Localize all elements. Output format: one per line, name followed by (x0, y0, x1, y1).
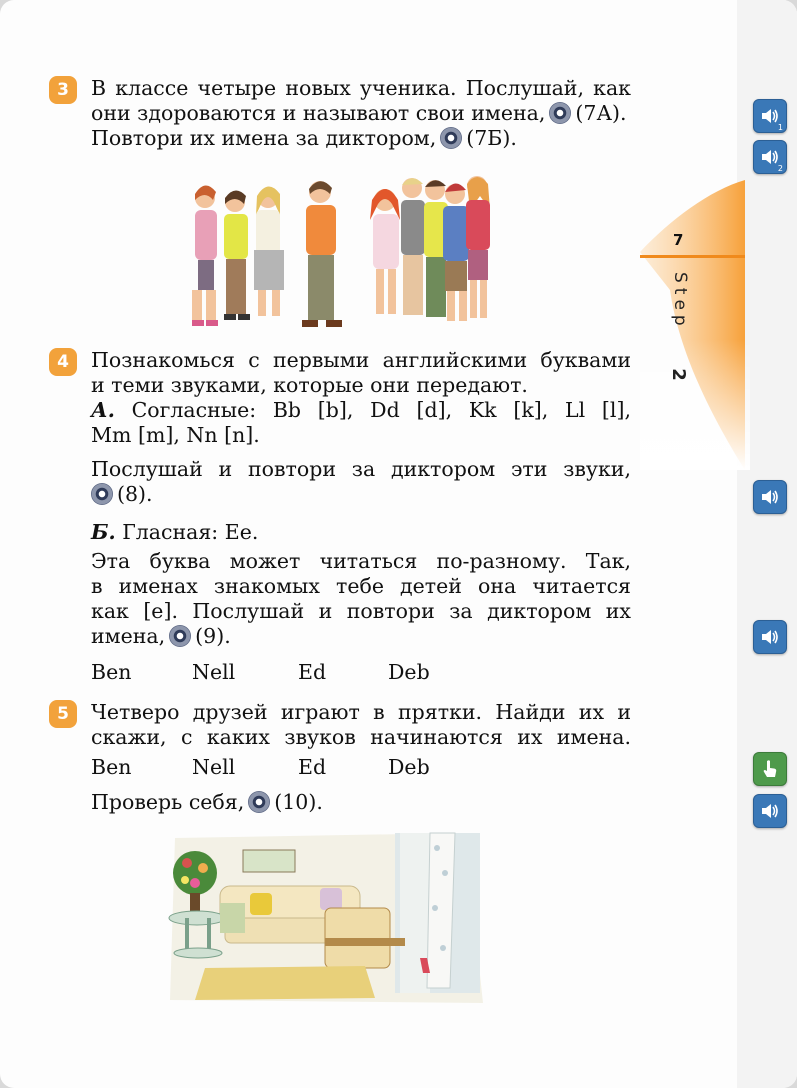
step-tab (640, 180, 750, 470)
audio-disc-icon[interactable] (169, 625, 191, 647)
speaker-icon (760, 488, 780, 506)
unit-number: 7 (673, 231, 684, 249)
hand-pointer-icon (761, 759, 779, 779)
name-word: Nell (192, 755, 236, 779)
ex3-track-7b: (7Б). (466, 126, 517, 150)
ex4-para-line1: Эта буква может читаться по-разному. Так, (91, 549, 631, 573)
ex4-part-a (91, 398, 631, 423)
ex3-line3-text: Повтори их имена за диктором, (91, 126, 437, 150)
ex4-track-9: (9). (195, 624, 231, 648)
exercise-number-4: 4 (49, 348, 77, 376)
ex4-para-line3: как [e]. Послушай и повтори за диктором их (91, 599, 631, 623)
audio-button-2[interactable] (753, 140, 787, 174)
audio-disc-icon[interactable] (248, 791, 270, 813)
step-word: Step (670, 272, 690, 331)
audio-button-index: 1 (777, 123, 783, 132)
exercise-number-5: 5 (49, 700, 77, 728)
ex3-track-7a: (7А). (575, 101, 627, 125)
ex3-line2 (91, 101, 651, 126)
step-number: 2 (667, 368, 689, 381)
audio-button-8[interactable] (753, 480, 787, 514)
part-b-text: Гласная: Ee. (122, 520, 259, 544)
audio-disc-icon[interactable] (91, 483, 113, 505)
audio-disc-icon[interactable] (549, 102, 571, 124)
ex3-line2-text: они здороваются и называют свои имена, (91, 101, 546, 125)
name-word: Deb (388, 755, 430, 779)
audio-button-index: 2 (777, 164, 783, 173)
ex5-line1: Четверо друзей играют в прятки. Найди их и (91, 700, 631, 724)
interactive-button[interactable] (753, 752, 787, 786)
audio-disc-icon[interactable] (440, 127, 462, 149)
step-label (667, 272, 690, 382)
living-room-illustration (165, 828, 495, 1008)
audio-button-1[interactable] (753, 99, 787, 133)
ex4-line1: Познакомься с первыми английскими буквами (91, 348, 631, 372)
speaker-icon (760, 628, 780, 646)
ex5-track-10: (10). (274, 790, 323, 814)
part-a-text: Согласные: Bb [b], Dd [d], Kk [k], Ll [l], (131, 398, 631, 422)
ex3-line3 (91, 126, 631, 151)
part-b-label: Б. (91, 520, 116, 544)
name-word: Ed (298, 755, 327, 779)
name-word: Ben (91, 755, 132, 779)
name-word: Nell (192, 660, 236, 684)
children-illustration (180, 170, 500, 340)
ex5-line2: скажи, с каких звуков начинаются их имена. (91, 725, 631, 749)
speaker-icon (760, 802, 780, 820)
ex4-listen-line1: Послушай и повтори за диктором эти звуки, (91, 457, 631, 481)
part-a-label: А. (91, 398, 115, 422)
exercise-number-3: 3 (49, 76, 77, 104)
ex4-part-b (91, 520, 631, 545)
ex4-para-line2: в именах знакомых тебе детей она читается (91, 574, 631, 598)
ex4-listen-line2 (87, 482, 627, 507)
ex5-check-line (91, 790, 631, 815)
name-word: Ed (298, 660, 327, 684)
ex3-line1: В классе четыре новых ученика. Послушай, как (91, 76, 631, 100)
ex4-part-a-line2: Mm [m], Nn [n]. (91, 423, 260, 447)
ex4-para-line4 (91, 624, 631, 649)
audio-button-10[interactable] (753, 794, 787, 828)
ex4-line2: и теми звуками, которые они передают. (91, 373, 528, 397)
name-word: Ben (91, 660, 132, 684)
ex5-check-text: Проверь себя, (91, 790, 245, 814)
ex4-para-line4-text: имена, (91, 624, 166, 648)
name-word: Deb (388, 660, 430, 684)
ex4-track-8: (8). (117, 482, 153, 506)
audio-button-9[interactable] (753, 620, 787, 654)
